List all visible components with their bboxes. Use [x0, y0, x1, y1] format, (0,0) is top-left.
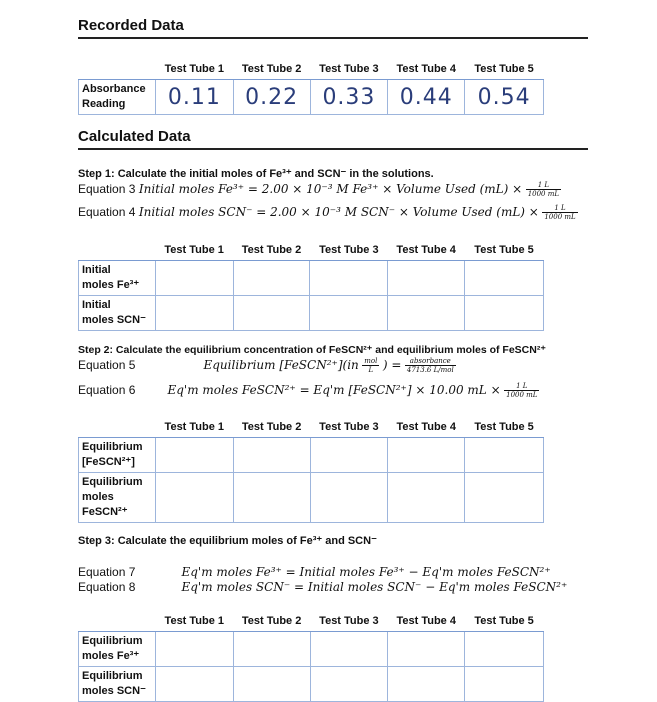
equilibrium-moles-fe-label: Equilibrium moles Fe³⁺: [79, 632, 156, 667]
table-cell[interactable]: [465, 667, 544, 702]
recorded-header-row: [79, 59, 544, 80]
table-cell[interactable]: [388, 473, 465, 523]
absorbance-value-5[interactable]: 0.54: [465, 80, 544, 115]
table-cell[interactable]: [233, 438, 310, 473]
absorbance-row-label: Absorbance Reading: [79, 80, 156, 115]
equation-7-label: Equation 7: [78, 565, 136, 579]
table-cell[interactable]: [465, 632, 544, 667]
equation-8-label: Equation 8: [78, 580, 136, 594]
calculated-data-heading: Calculated Data: [78, 128, 191, 145]
absorbance-value-3[interactable]: 0.33: [310, 80, 388, 115]
step1-col-5: Test Tube 5: [465, 240, 544, 261]
equation-7-text: Eq'm moles Fe³⁺ = Initial moles Fe³⁺ − Eq'm moles FeSCN²⁺: [181, 565, 551, 579]
initial-moles-scn-label: Initial moles SCN⁻: [79, 296, 156, 331]
table-cell[interactable]: [233, 296, 310, 331]
equation-4-fraction: $\frac{1 L}{1000 mL}$: [544, 204, 576, 221]
step1-title: Step 1: Calculate the initial moles of Fe³⁺ and SCN⁻ in the solutions.: [78, 168, 434, 180]
equation-3-fraction: $\frac{1 L}{1000 mL}$: [527, 181, 560, 198]
recorded-data-heading: Recorded Data: [78, 17, 184, 34]
table-cell[interactable]: [233, 261, 310, 296]
step1-col-4: Test Tube 4: [388, 240, 465, 261]
recorded-col-5: Test Tube 5: [465, 59, 544, 80]
equation-3: [78, 181, 561, 198]
table-cell[interactable]: [155, 296, 233, 331]
step3-header-row: [79, 611, 544, 632]
equation-4: [78, 204, 578, 221]
table-cell[interactable]: [310, 473, 388, 523]
step1-col-2: Test Tube 2: [233, 240, 310, 261]
recorded-corner: [79, 59, 156, 80]
step2-col-3: Test Tube 3: [310, 417, 388, 438]
recorded-col-3: Test Tube 3: [310, 59, 388, 80]
equation-5-label: Equation 5: [78, 357, 136, 372]
table-row: [79, 438, 544, 473]
absorbance-value-1[interactable]: 0.11: [155, 80, 233, 115]
table-cell[interactable]: [155, 261, 233, 296]
equation-4-text: Initial moles SCN⁻ = 2.00 × 10⁻³ M SCN⁻ × Volume Used (mL) ×: [138, 204, 539, 219]
table-row: [79, 473, 544, 523]
table-cell[interactable]: [155, 667, 233, 702]
equation-5: Equation 5 Equilibrium [FeSCN²⁺](in $\frac{\text{mol}}{L}$ ) = $\frac{\text{absorbance}}{\text{4713.6 L/mol}}$: [78, 357, 454, 374]
table-cell[interactable]: [310, 632, 388, 667]
equation-4-label: Equation 4: [78, 204, 136, 219]
recorded-col-2: Test Tube 2: [233, 59, 310, 80]
equilibrium-fescn-conc-label: Equilibrium [FeSCN²⁺]: [79, 438, 156, 473]
step2-header-row: [79, 417, 544, 438]
table-cell[interactable]: [465, 473, 544, 523]
recorded-data-table: [78, 59, 544, 115]
step1-col-3: Test Tube 3: [310, 240, 388, 261]
step1-col-1: Test Tube 1: [155, 240, 233, 261]
table-cell[interactable]: [465, 438, 544, 473]
equation-3-label: Equation 3: [78, 181, 136, 196]
table-row: [79, 261, 544, 296]
table-cell[interactable]: [388, 438, 465, 473]
step3-col-4: Test Tube 4: [388, 611, 465, 632]
equation-6-label: Equation 6: [78, 382, 136, 397]
absorbance-row: [79, 80, 544, 115]
step2-col-2: Test Tube 2: [233, 417, 310, 438]
table-cell[interactable]: [388, 296, 465, 331]
recorded-col-4: Test Tube 4: [388, 59, 465, 80]
step3-col-1: Test Tube 1: [155, 611, 233, 632]
step1-header-row: [79, 240, 544, 261]
equation-6-fraction: $\frac{1 L}{1000 mL}$: [506, 382, 538, 399]
step2-col-4: Test Tube 4: [388, 417, 465, 438]
equation-6: [78, 382, 539, 399]
equation-5-text: Equilibrium [FeSCN²⁺](in: [203, 357, 359, 372]
step2-title: Step 2: Calculate the equilibrium concentration of FeSCN²⁺ and equilibrium moles of FeSCN²⁺: [78, 344, 546, 356]
table-cell[interactable]: [310, 667, 388, 702]
step2-col-1: Test Tube 1: [155, 417, 233, 438]
table-cell[interactable]: [233, 632, 310, 667]
recorded-heading-rule: [78, 37, 588, 39]
equilibrium-moles-scn-label: Equilibrium moles SCN⁻: [79, 667, 156, 702]
table-cell[interactable]: [155, 473, 233, 523]
table-cell[interactable]: [465, 296, 544, 331]
equation-5-fraction: $\frac{\text{absorbance}}{\text{4713.6 L/mol}}$: [406, 357, 454, 374]
table-cell[interactable]: [310, 296, 388, 331]
step3-table: [78, 611, 544, 702]
absorbance-value-4[interactable]: 0.44: [388, 80, 465, 115]
step3-col-2: Test Tube 2: [233, 611, 310, 632]
step3-col-5: Test Tube 5: [465, 611, 544, 632]
step3-title: Step 3: Calculate the equilibrium moles of Fe³⁺ and SCN⁻: [78, 535, 377, 547]
step2-table: [78, 417, 544, 523]
equation-6-text: Eq'm moles FeSCN²⁺ = Eq'm [FeSCN²⁺] × 10.00 mL ×: [167, 382, 501, 397]
initial-moles-fe-label: Initial moles Fe³⁺: [79, 261, 156, 296]
table-row: [79, 632, 544, 667]
table-cell[interactable]: [155, 438, 233, 473]
step1-table: [78, 240, 544, 331]
equation-3-text: Initial moles Fe³⁺ = 2.00 × 10⁻³ M Fe³⁺ × Volume Used (mL) ×: [138, 181, 523, 196]
absorbance-value-2[interactable]: 0.22: [233, 80, 310, 115]
table-cell[interactable]: [388, 261, 465, 296]
equation-5-unit: $\frac{\text{mol}}{L}$: [364, 357, 378, 374]
table-row: [79, 296, 544, 331]
recorded-col-1: Test Tube 1: [155, 59, 233, 80]
equation-8: [78, 580, 567, 594]
table-cell[interactable]: [155, 632, 233, 667]
table-cell[interactable]: [388, 632, 465, 667]
equation-7: [78, 565, 551, 579]
table-cell[interactable]: [233, 473, 310, 523]
step3-col-3: Test Tube 3: [310, 611, 388, 632]
table-cell[interactable]: [310, 261, 388, 296]
table-cell[interactable]: [233, 667, 310, 702]
equilibrium-moles-fescn-label: Equilibrium moles FeSCN²⁺: [79, 473, 156, 523]
equation-8-text: Eq'm moles SCN⁻ = Initial moles SCN⁻ − Eq'm moles FeSCN²⁺: [181, 580, 568, 594]
step2-col-5: Test Tube 5: [465, 417, 544, 438]
table-cell[interactable]: [310, 438, 388, 473]
table-row: [79, 667, 544, 702]
calculated-heading-rule: [78, 148, 588, 150]
table-cell[interactable]: [465, 261, 544, 296]
table-cell[interactable]: [388, 667, 465, 702]
